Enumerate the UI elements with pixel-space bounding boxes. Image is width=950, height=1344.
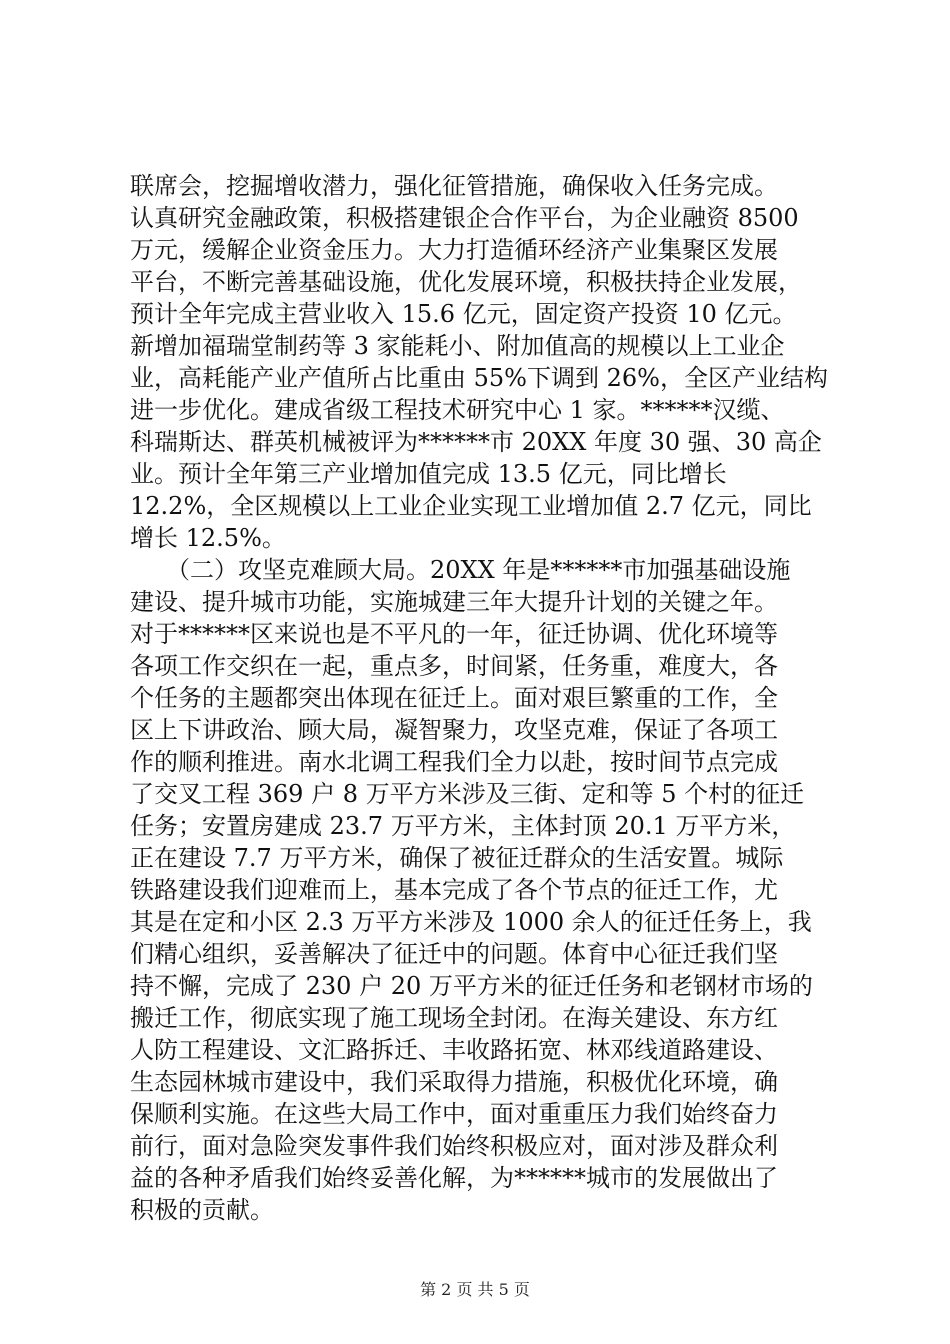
text-line: 益的各种矛盾我们始终妥善化解，为******城市的发展做出了 xyxy=(130,1164,778,1192)
text-line: 各项工作交织在一起，重点多，时间紧，任务重，难度大，各 xyxy=(130,652,778,680)
text-line: 积极的贡献。 xyxy=(130,1196,274,1224)
text-line: 进一步优化。建成省级工程技术研究中心 1 家。******汉缆、 xyxy=(130,396,785,424)
text-line: 其是在定和小区 2.3 万平方米涉及 1000 余人的征迁任务上，我 xyxy=(130,908,812,936)
text-line: 预计全年完成主营业收入 15.6 亿元，固定资产投资 10 亿元。 xyxy=(130,300,797,328)
text-line: 平台，不断完善基础设施，优化发展环境，积极扶持企业发展， xyxy=(130,268,802,296)
page-number-label: 第 2 页 共 5 页 xyxy=(420,1280,530,1299)
text-line: 联席会，挖掘增收潜力，强化征管措施，确保收入任务完成。 xyxy=(130,172,778,200)
text-line: 建设、提升城市功能，实施城建三年大提升计划的关键之年。 xyxy=(130,588,778,616)
text-line: 对于******区来说也是不平凡的一年，征迁协调、优化环境等 xyxy=(130,620,778,648)
page-footer xyxy=(0,1280,950,1300)
text-line: 认真研究金融政策，积极搭建银企合作平台，为企业融资 8500 xyxy=(130,204,799,232)
text-line: 增长 12.5%。 xyxy=(130,524,286,552)
text-line: 科瑞斯达、群英机械被评为******市 20XX 年度 30 强、30 高企 xyxy=(130,428,822,456)
text-line: 业，高耗能产业产值所占比重由 55%下调到 26%，全区产业结构 xyxy=(130,364,828,392)
text-line: 业。预计全年第三产业增加值完成 13.5 亿元，同比增长 xyxy=(130,460,727,488)
text-line: 任务；安置房建成 23.7 万平方米，主体封顶 20.1 万平方米， xyxy=(130,812,796,840)
text-line: 搬迁工作，彻底实现了施工现场全封闭。在海关建设、东方红 xyxy=(130,1004,778,1032)
text-line: 正在建设 7.7 万平方米，确保了被征迁群众的生活安置。城际 xyxy=(130,844,784,872)
text-line: 生态园林城市建设中，我们采取得力措施，积极优化环境，确 xyxy=(130,1068,778,1096)
text-line: 新增加福瑞堂制药等 3 家能耗小、附加值高的规模以上工业企 xyxy=(130,332,785,360)
text-line: 持不懈，完成了 230 户 20 万平方米的征迁任务和老钢材市场的 xyxy=(130,972,813,1000)
text-line: 保顺利实施。在这些大局工作中，面对重重压力我们始终奋力 xyxy=(130,1100,778,1128)
text-line: 万元，缓解企业资金压力。大力打造循环经济产业集聚区发展 xyxy=(130,236,778,264)
text-line: 们精心组织，妥善解决了征迁中的问题。体育中心征迁我们坚 xyxy=(130,940,778,968)
text-line: 铁路建设我们迎难而上，基本完成了各个节点的征迁工作，尤 xyxy=(130,876,778,904)
body-text xyxy=(130,170,830,1226)
text-line: 12.2%，全区规模以上工业企业实现工业增加值 2.7 亿元，同比 xyxy=(130,492,812,520)
text-line: 作的顺利推进。南水北调工程我们全力以赴，按时间节点完成 xyxy=(130,748,778,776)
text-line: 了交叉工程 369 户 8 万平方米涉及三街、定和等 5 个村的征迁 xyxy=(130,780,805,808)
text-line: （二）攻坚克难顾大局。20XX 年是******市加强基础设施 xyxy=(130,556,791,584)
text-line: 区上下讲政治、顾大局，凝智聚力，攻坚克难，保证了各项工 xyxy=(130,716,778,744)
text-line: 前行，面对急险突发事件我们始终积极应对，面对涉及群众利 xyxy=(130,1132,778,1160)
text-line: 个任务的主题都突出体现在征迁上。面对艰巨繁重的工作，全 xyxy=(130,684,778,712)
text-line: 人防工程建设、文汇路拆迁、丰收路拓宽、林邓线道路建设、 xyxy=(130,1036,778,1064)
